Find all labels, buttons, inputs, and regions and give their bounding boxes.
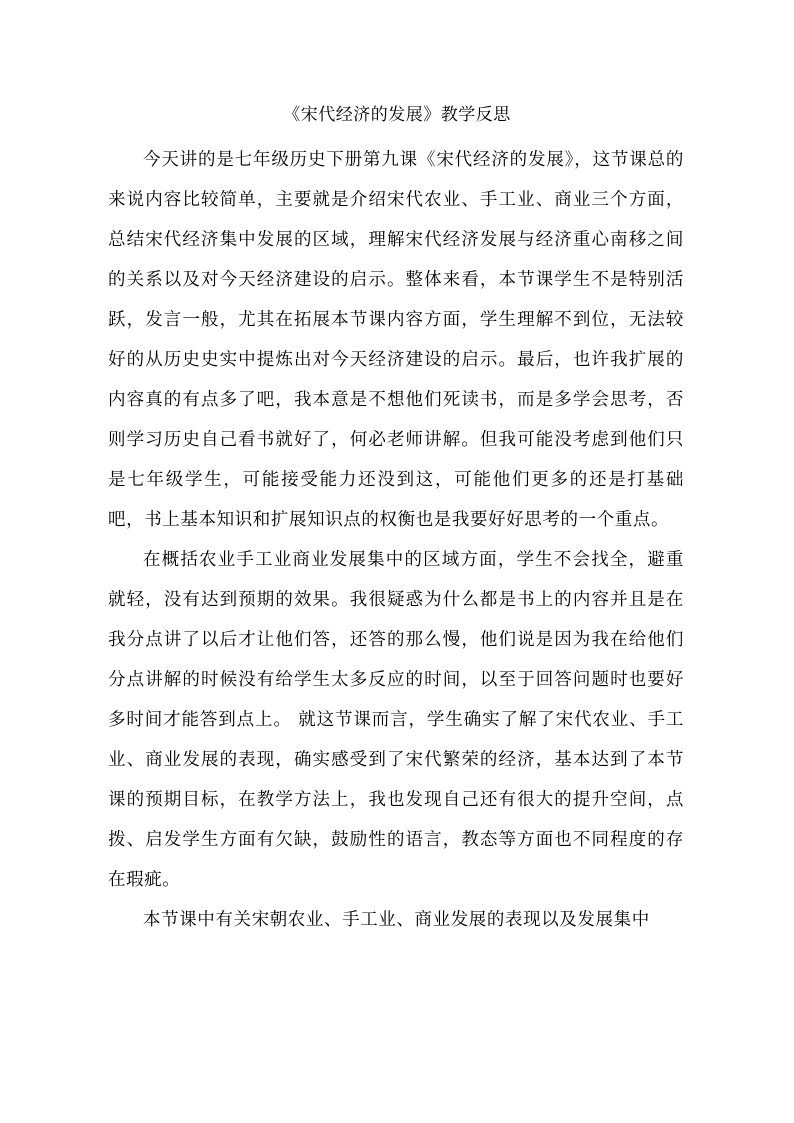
paragraph-2: 在概括农业手工业商业发展集中的区域方面，学生不会找全，避重就轻，没有达到预期的效果。我很疑惑为什么都是书上的内容并且是在我分点讲了以后才让他们答，还答的那么慢，他们说是因为我在给他们分点讲解的时候没有给学生太多反应的时间，以至于回答问题时也要好多时间才能答到点上。 就这节课而言，学生确实了解了宋代农业、手工业、商业发展的表现，确实感受到了宋代繁荣的经济，基本达到了本节课的预期目标，在教学方法上，我也发现自己还有很大的提升空间，点拨、启发学生方面有欠缺，鼓励性的语言，教态等方面也不同程度的存在瑕疵。 [108,550,684,890]
document-title: 《宋代经济的发展》教学反思 [283,105,511,125]
paragraph-3: 本节课中有关宋朝农业、手工业、商业发展的表现以及发展集中 [143,910,650,930]
document-body [108,140,684,940]
paragraph-1: 今天讲的是七年级历史下册第九课《宋代经济的发展》，这节课总的来说内容比较简单，主要就是介绍宋代农业、手工业、商业三个方面，总结宋代经济集中发展的区域，理解宋代经济发展与经济重心南移之间的关系以及对今天经济建设的启示。整体来看，本节课学生不是特别活跃，发言一般，尤其在拓展本节课内容方面，学生理解不到位，无法较好的从历史史实中提炼出对今天经济建设的启示。最后，也许我扩展的内容真的有点多了吧，我本意是不想他们死读书，而是多学会思考，否则学习历史自己看书就好了，何必老师讲解。但我可能没考虑到他们只是七年级学生，可能接受能力还没到这，可能他们更多的还是打基础吧，书上基本知识和扩展知识点的权衡也是我要好好思考的一个重点。 [108,150,684,530]
